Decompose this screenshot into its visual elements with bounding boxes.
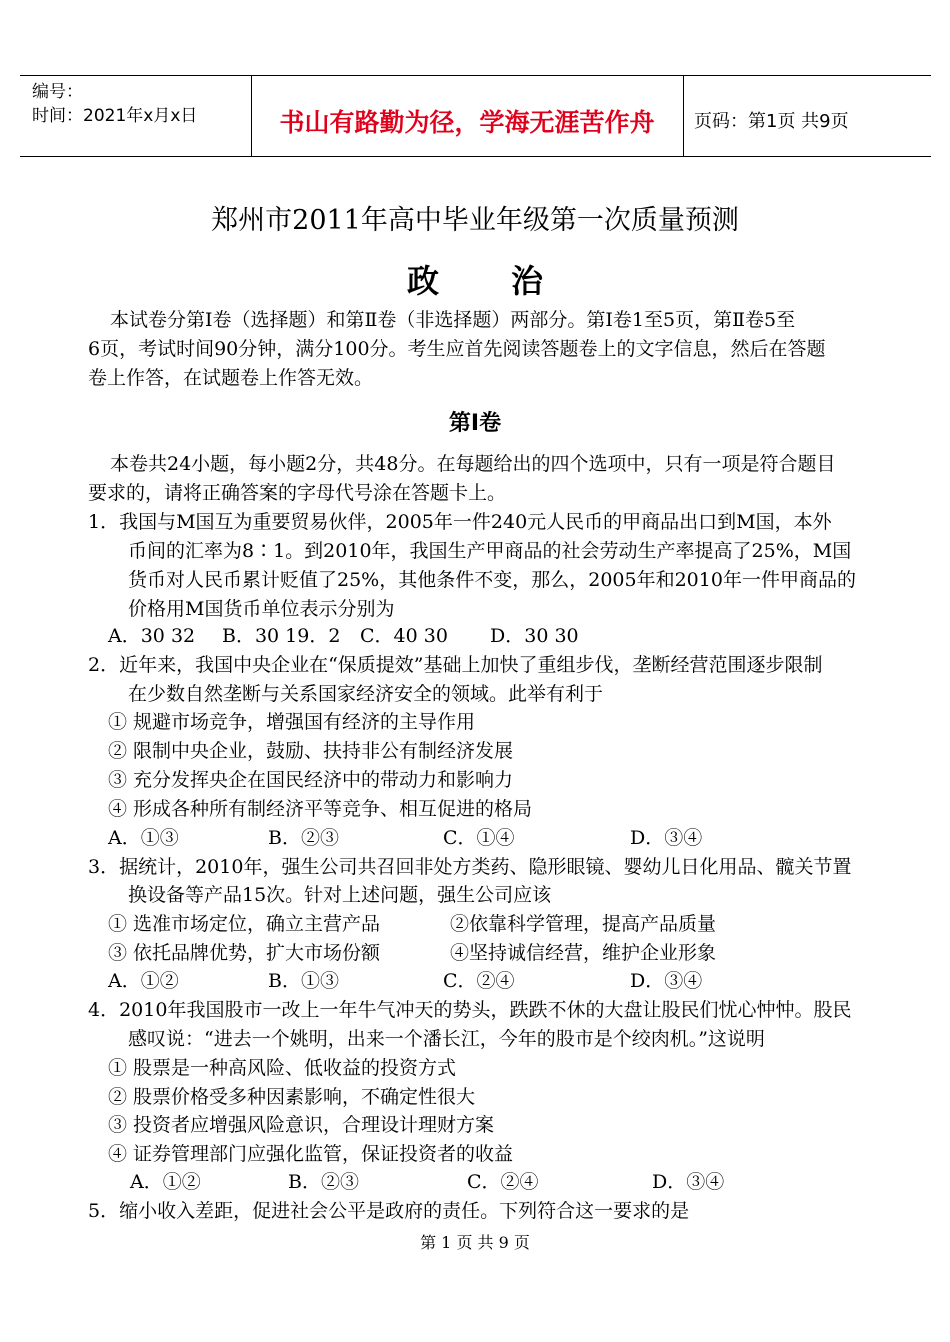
q4-option-c: C．②④: [467, 1171, 539, 1193]
q2-option-c: C．①④: [443, 827, 515, 849]
q2-item-2: ② 限制中央企业，鼓励、扶持非公有制经济发展: [108, 740, 514, 762]
q3-option-c: C．②④: [443, 970, 515, 992]
page-footer: 第 1 页 共 9 页: [420, 1233, 530, 1252]
q1-option-b: B．30 19．2: [222, 625, 341, 647]
q3-item-3: ③ 依托品牌优势，扩大市场份额: [108, 942, 381, 964]
part-intro-line-2: 要求的，请将正确答案的字母代号涂在答题卡上。: [88, 482, 507, 504]
q1-line-3: 货币对人民币累计贬值了25%，其他条件不变，那么，2005年和2010年一件甲商品的: [128, 569, 856, 591]
time-label: 时间：2021年x月x日: [32, 106, 198, 126]
q2-option-d: D．③④: [630, 827, 703, 849]
intro-line-2: 6页，考试时间90分钟，满分100分。考生应首先阅读答题卷上的文字信息，然后在答题: [88, 338, 826, 360]
part-intro-line-1: 本卷共24小题，每小题2分，共48分。在每题给出的四个选项中，只有一项是符合题目: [110, 453, 836, 475]
q4-option-d: D．③④: [652, 1171, 725, 1193]
part-title: 第Ⅰ卷: [448, 411, 502, 436]
q3-item-4: ④坚持诚信经营，维护企业形象: [450, 942, 717, 964]
intro-line-1: 本试卷分第Ⅰ卷（选择题）和第Ⅱ卷（非选择题）两部分。第Ⅰ卷1至5页，第Ⅱ卷5至: [110, 309, 796, 331]
intro-line-3: 卷上作答，在试题卷上作答无效。: [88, 367, 374, 389]
q4-item-2: ② 股票价格受多种因素影响，不确定性很大: [108, 1086, 476, 1108]
subject-title: 政治: [406, 262, 615, 300]
q2-item-1: ① 规避市场竞争，增强国有经济的主导作用: [108, 711, 476, 733]
header-top-rule: [20, 75, 931, 76]
q4-line-2: 感叹说：“进去一个姚明，出来一个潘长江，今年的股市是个绞肉机。”这说明: [128, 1028, 765, 1050]
header-divider-right: [683, 75, 684, 157]
q4-option-a: A．①②: [130, 1171, 201, 1193]
q4-option-b: B．②③: [288, 1171, 359, 1193]
q1-line-4: 价格用M国货币单位表示分别为: [128, 598, 395, 620]
q1-option-a: A．30 32: [108, 625, 196, 647]
q3-option-a: A．①②: [108, 970, 179, 992]
q3-line-1: 3．据统计，2010年，强生公司共召回非处方类药、隐形眼镜、婴幼儿日化用品、髋关节置: [88, 856, 852, 878]
q3-item-1: ① 选准市场定位，确立主营产品: [108, 913, 381, 935]
q2-line-2: 在少数自然垄断与关系国家经济安全的领域。此举有利于: [128, 683, 604, 705]
q2-item-4: ④ 形成各种所有制经济平等竞争、相互促进的格局: [108, 798, 533, 820]
q2-option-b: B．②③: [268, 827, 339, 849]
q1-option-c: C．40 30: [360, 625, 448, 647]
q4-item-3: ③ 投资者应增强风险意识，合理设计理财方案: [108, 1114, 495, 1136]
q3-option-d: D．③④: [630, 970, 703, 992]
header-page-label: 页码：第1页 共9页: [694, 111, 849, 132]
q4-line-1: 4．2010年我国股市一改上一年牛气冲天的势头，跌跌不休的大盘让股民们忧心忡忡。股民: [88, 999, 852, 1021]
exam-title: 郑州市2011年高中毕业年级第一次质量预测: [211, 205, 739, 236]
header-bottom-rule: [20, 156, 931, 157]
q2-option-a: A．①③: [108, 827, 179, 849]
header-motto: 书山有路勤为径，学海无涯苦作舟: [279, 108, 655, 137]
q4-item-1: ① 股票是一种高风险、低收益的投资方式: [108, 1057, 457, 1079]
q1-option-d: D．30 30: [490, 625, 579, 647]
q3-line-2: 换设备等产品15次。针对上述问题，强生公司应该: [128, 884, 552, 906]
q1-line-2: 币间的汇率为8∶1。到2010年，我国生产甲商品的社会劳动生产率提高了25%，M国: [128, 540, 852, 562]
header-meta: [32, 80, 197, 128]
q3-item-2: ②依靠科学管理，提高产品质量: [450, 913, 717, 935]
q5-line-1: 5．缩小收入差距，促进社会公平是政府的责任。下列符合这一要求的是: [88, 1200, 690, 1222]
number-label: 编号：: [32, 82, 83, 102]
q2-item-3: ③ 充分发挥央企在国民经济中的带动力和影响力: [108, 769, 514, 791]
q1-line-1: 1．我国与M国互为重要贸易伙伴，2005年一件240元人民币的甲商品出口到M国，本外: [88, 511, 832, 533]
q4-item-4: ④ 证券管理部门应强化监管，保证投资者的收益: [108, 1143, 514, 1165]
q3-option-b: B．①③: [268, 970, 339, 992]
q2-line-1: 2．近年来，我国中央企业在“保质提效”基础上加快了重组步伐，垄断经营范围逐步限制: [88, 654, 823, 676]
